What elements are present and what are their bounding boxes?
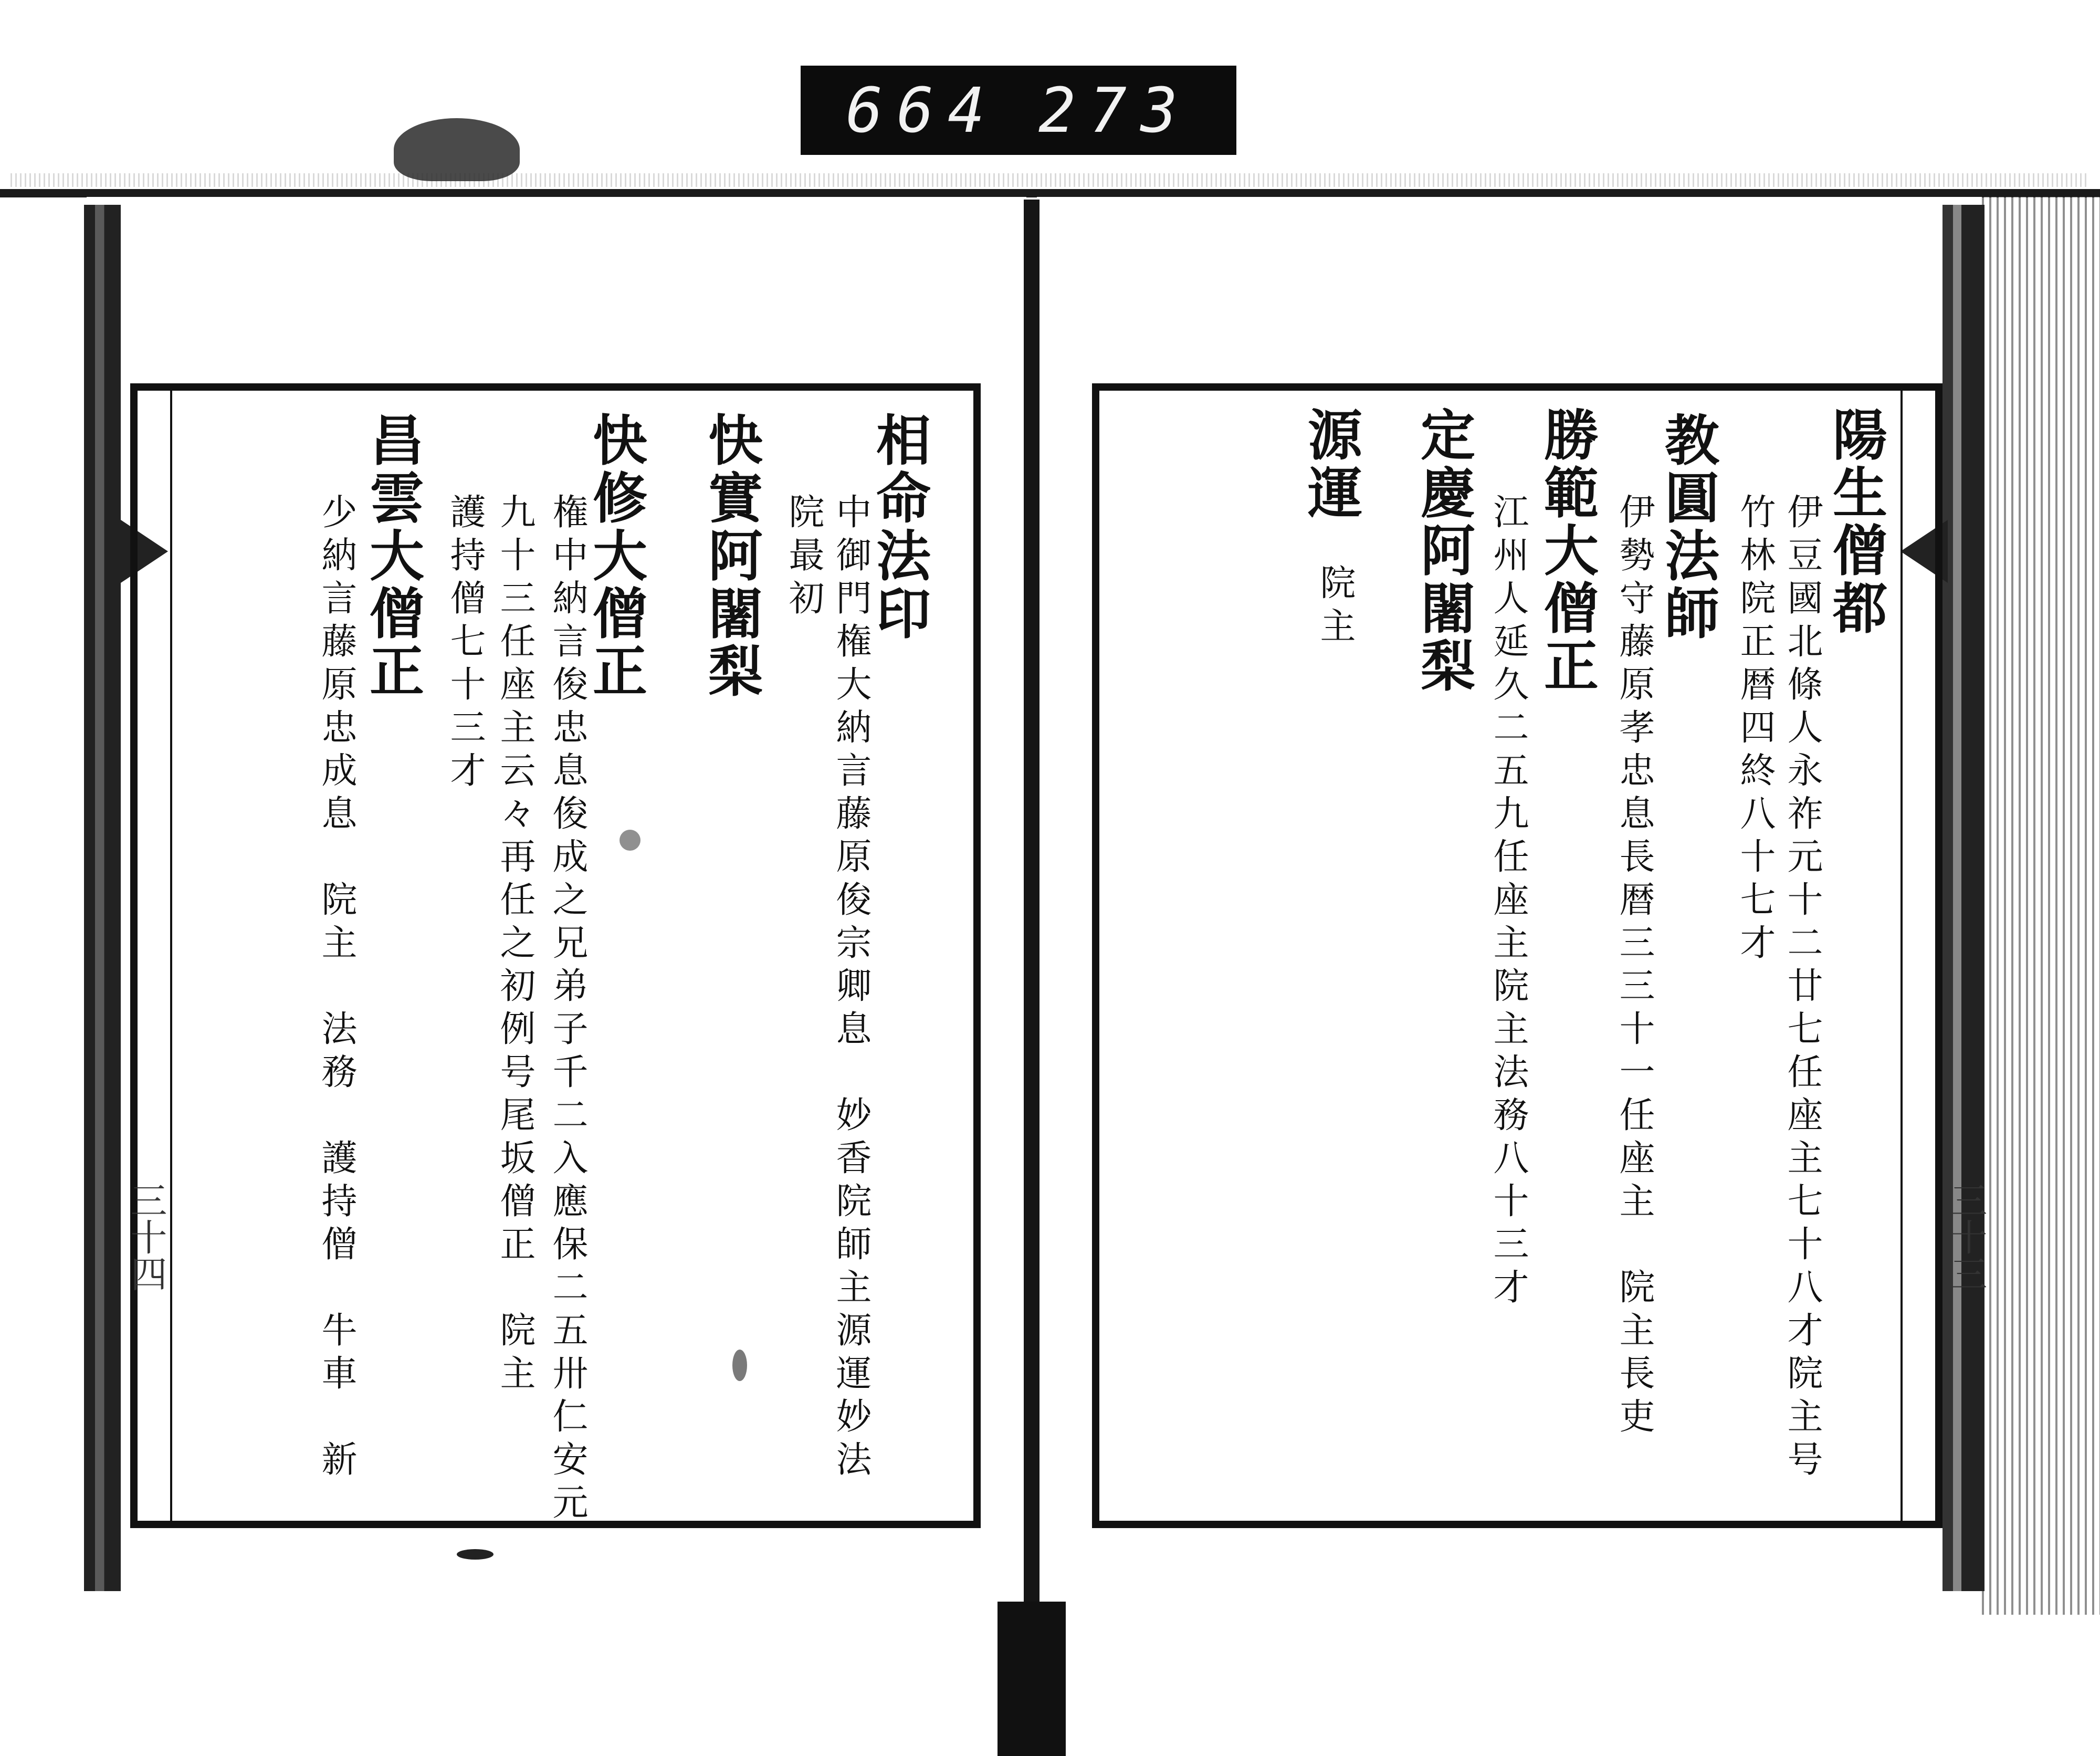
right-text-block	[1092, 383, 1942, 1528]
page-number: 三十三	[1945, 1182, 1988, 1292]
page-number: 三十四	[124, 1182, 167, 1292]
ink-blot	[394, 118, 520, 181]
entry-line: 権中納言俊忠息俊成之兄弟子千二入應保二五卅仁安元	[547, 493, 588, 1527]
entry-title: 昌雲大僧正	[360, 412, 425, 701]
entry-line: 江州人延久二五九任座主院主法務八十三才	[1487, 493, 1529, 1311]
scan-edge-noise	[10, 173, 2090, 187]
left-text-block	[130, 383, 981, 1528]
ink-speck	[457, 1549, 494, 1560]
frame-number-right: 273	[1038, 74, 1192, 147]
entry-title: 源運	[1298, 406, 1363, 522]
entry-line: 院主	[1314, 564, 1356, 650]
entry-title: 快修大僧正	[583, 412, 648, 701]
inner-rule	[170, 391, 172, 1521]
center-gutter	[1024, 200, 1040, 1754]
entry-line: 九十三任座主云々再任之初例号尾坂僧正 院主	[494, 493, 536, 1397]
entry-line: 伊勢守藤原孝忠息長暦三三十一任座主 院主長吏	[1613, 493, 1655, 1440]
right-binding-edge	[1942, 205, 1984, 1591]
entry-line: 伊豆國北條人永祚元十二廿七任座主七十八才院主号	[1781, 493, 1823, 1483]
entry-title: 定慶阿闍梨	[1411, 406, 1476, 695]
ink-speck	[620, 830, 640, 851]
entry-title: 教圓法師	[1655, 412, 1720, 643]
inner-rule	[1900, 391, 1903, 1521]
gutter-shadow	[998, 1602, 1066, 1756]
entry-title: 快實阿闍梨	[699, 412, 763, 701]
entry-title: 勝範大僧正	[1535, 406, 1599, 695]
microfilm-frame-label	[801, 66, 1236, 155]
page-stack-edge	[1982, 197, 2100, 1615]
top-edge-line	[0, 189, 2100, 197]
entry-title: 陽生僧都	[1823, 406, 1888, 637]
entry-line: 護持僧七十三才	[444, 493, 486, 795]
entry-line: 少納言藤原忠成息 院主 法務 護持僧 牛車 新	[316, 493, 357, 1483]
entry-line: 竹林院正暦四終八十七才	[1734, 493, 1776, 967]
entry-title: 相命法印	[867, 412, 931, 643]
left-binding-edge	[84, 205, 121, 1591]
frame-number-left: 664	[845, 74, 999, 147]
entry-line: 中御門権大納言藤原俊宗卿息 妙香院師主源運妙法	[830, 493, 872, 1483]
ink-speck	[732, 1350, 747, 1381]
entry-line: 院最初	[783, 493, 824, 622]
